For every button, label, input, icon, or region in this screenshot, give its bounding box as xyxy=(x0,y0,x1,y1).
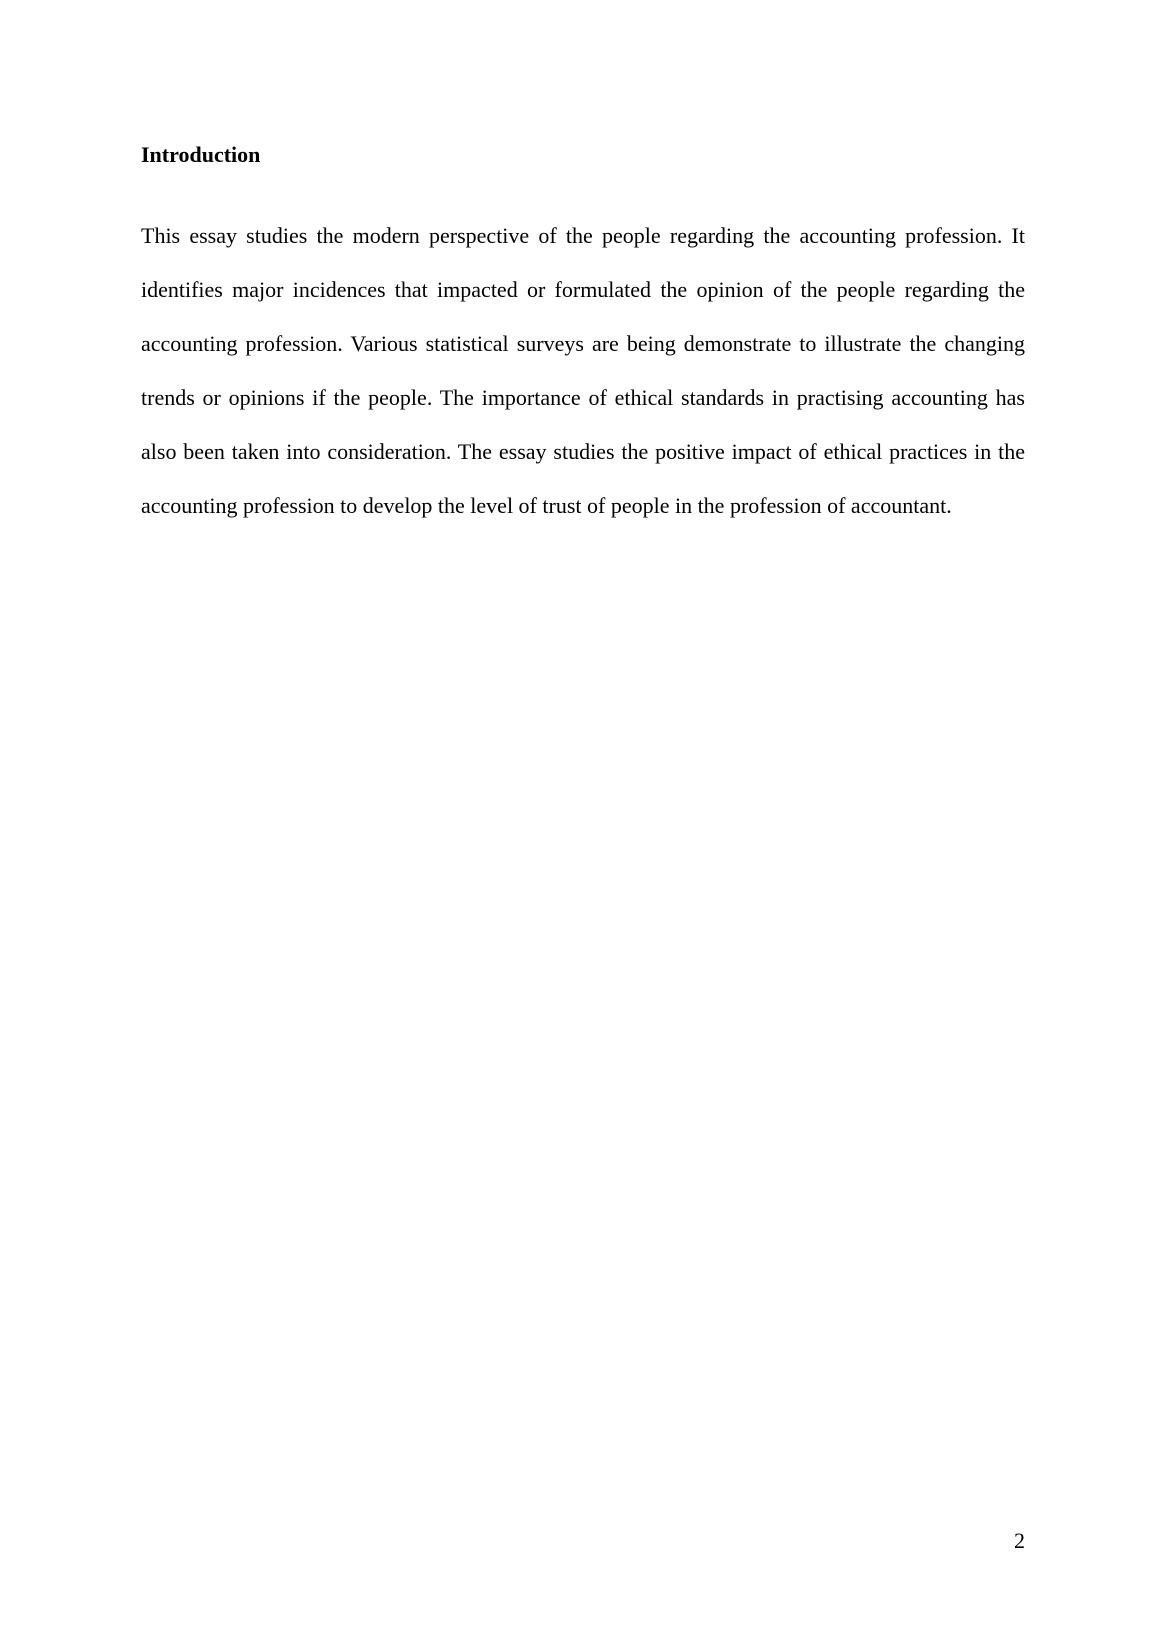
section-heading: Introduction xyxy=(141,142,261,167)
page-number: 2 xyxy=(1014,1528,1025,1553)
introduction-paragraph: This essay studies the modern perspective of the people regarding the accounting profession. It identifies major incidences that impacted or formulated the opinion of the people regarding the accounting profession. Various statistical surveys are being demonstrate to illustrate the changing trends or opinions if the people. The importance of ethical standards in practising accounting has also been taken into consideration. The essay studies the positive impact of ethical practices in the accounting profession to develop the level of trust of people in the profession of accountant. xyxy=(141,223,1025,518)
